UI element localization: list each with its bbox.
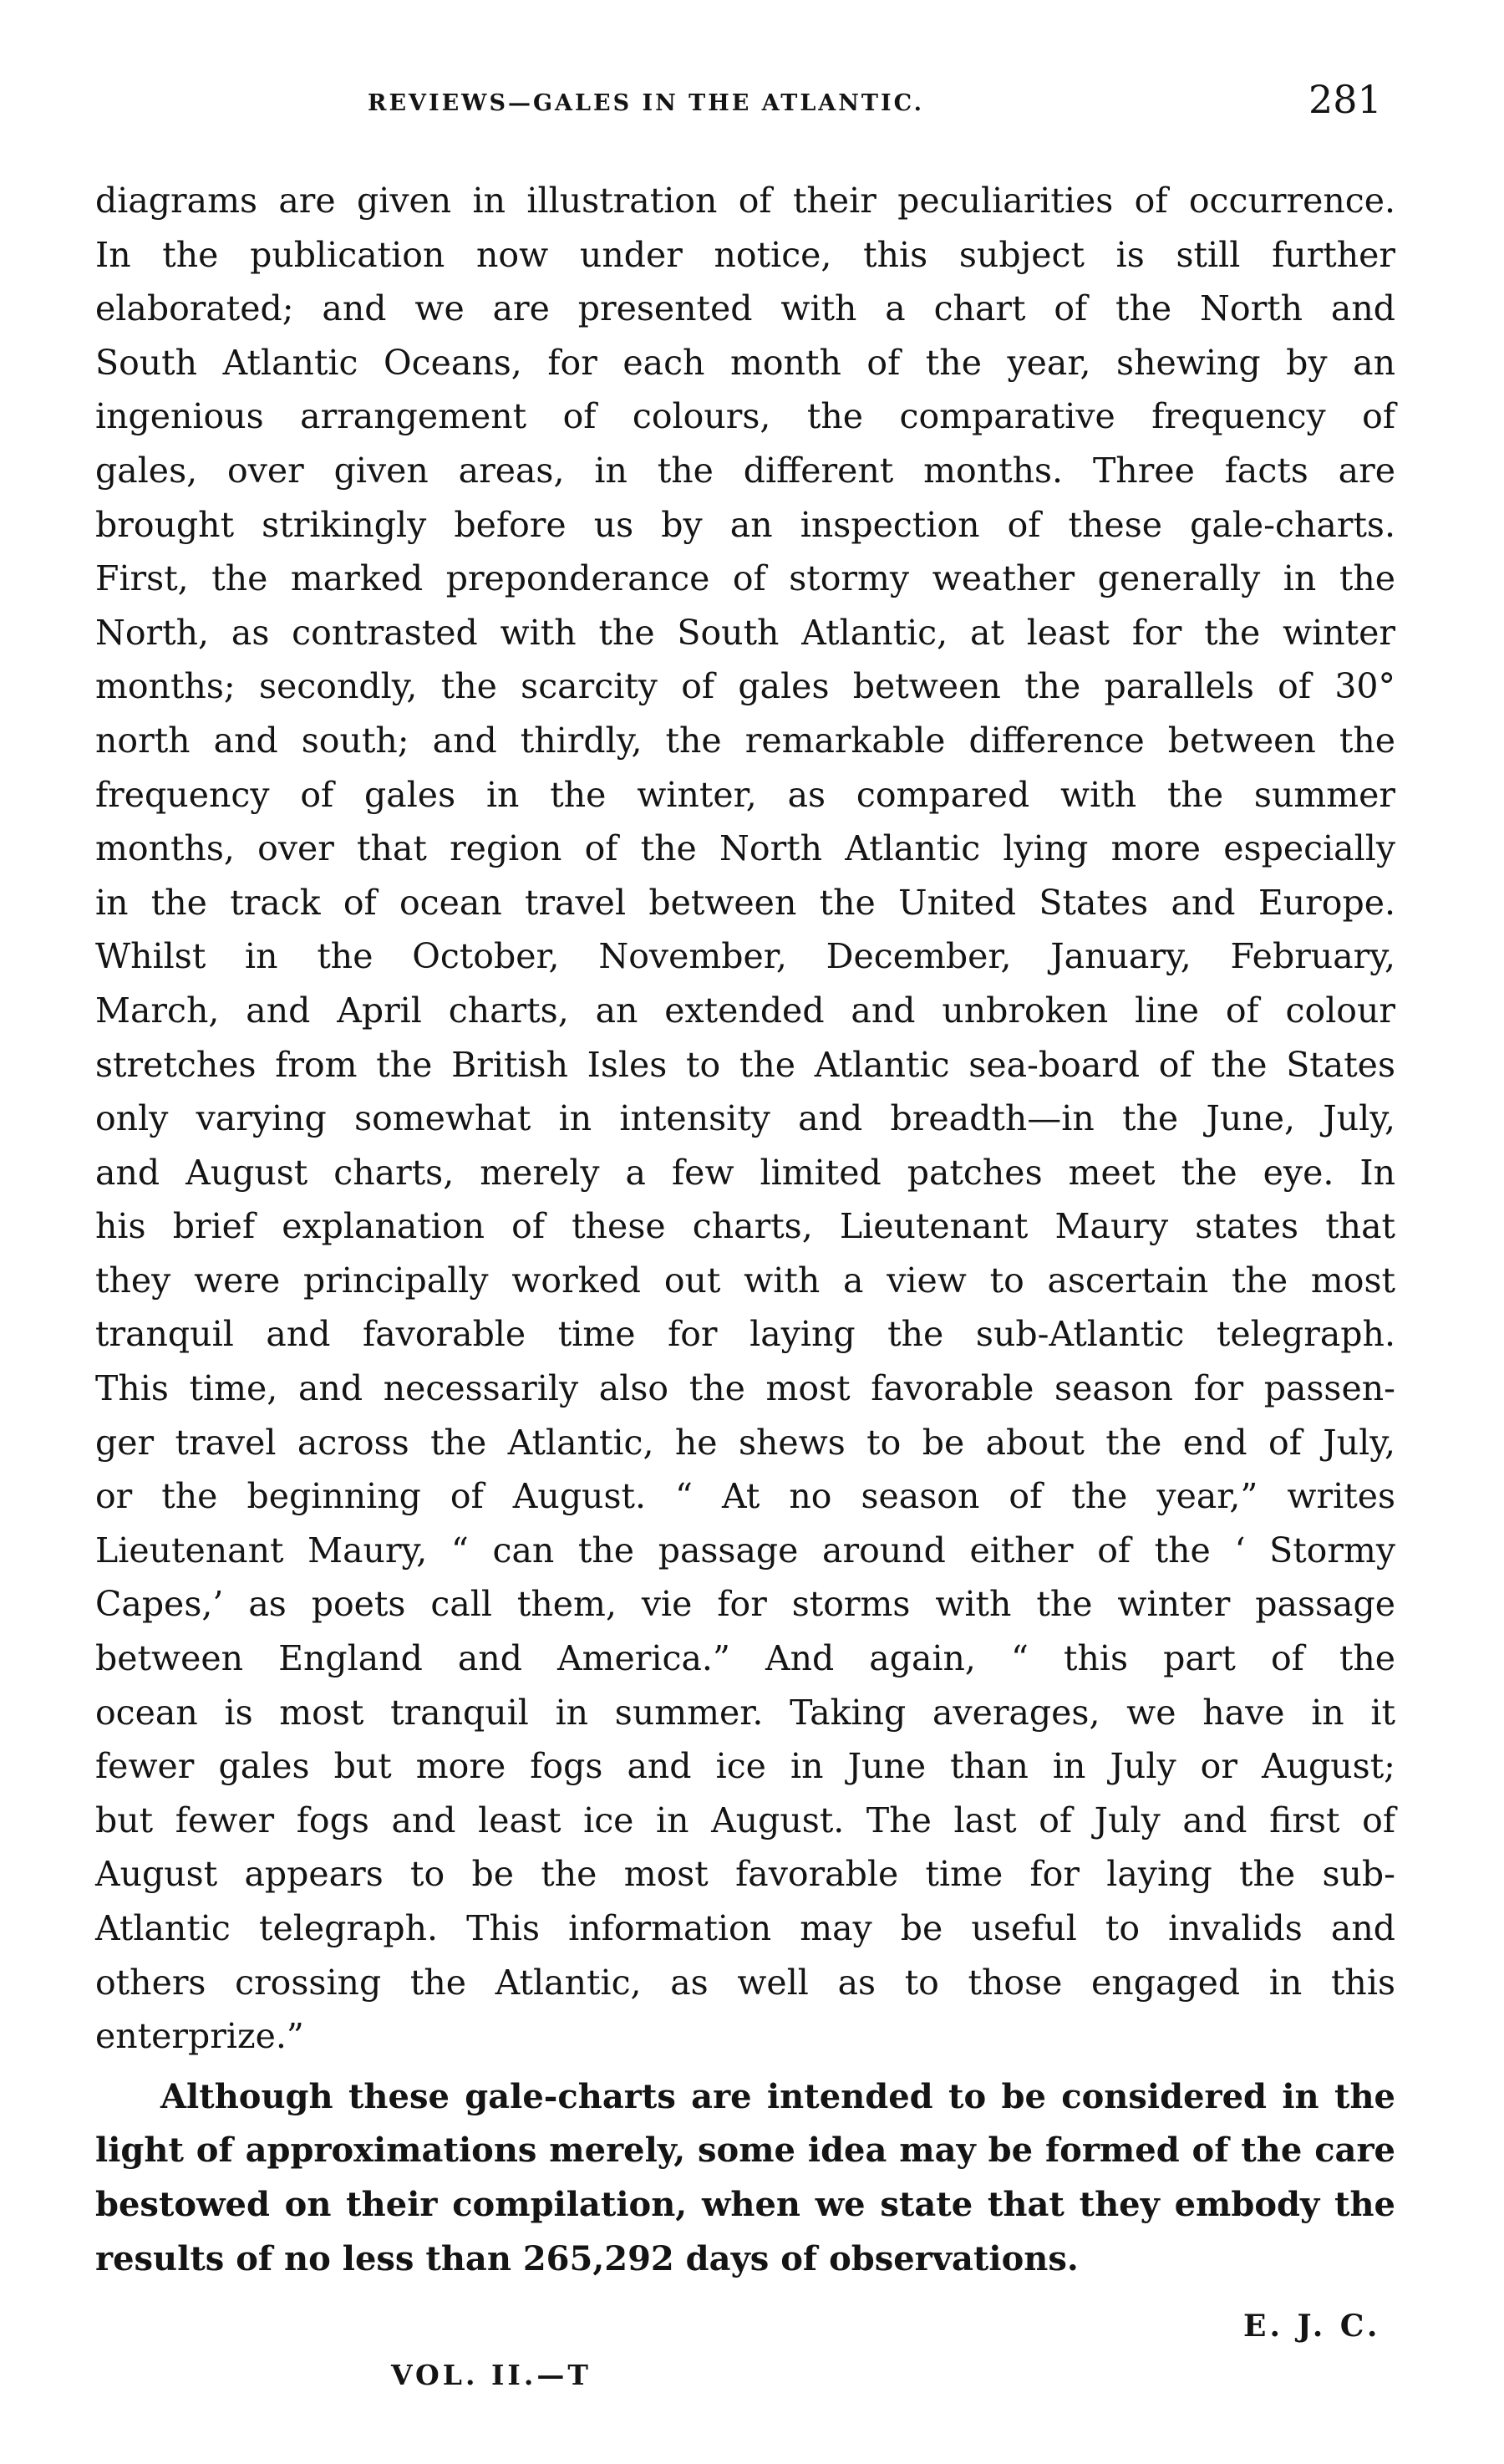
paragraph-1 xyxy=(95,174,1395,2064)
text-line: they were principally worked out with a view to ascertain the most xyxy=(95,1260,1395,1301)
text-line: In the publication now under notice, this subject is still further xyxy=(95,234,1395,275)
text-line: Lieutenant Maury, “ can the passage around either of the ‘ Stormy xyxy=(95,1530,1395,1571)
text-line: ingenious arrangement of colours, the comparative frequency of xyxy=(95,396,1395,437)
text-line: August appears to be the most favorable time for laying the sub- xyxy=(95,1854,1395,1895)
page-header xyxy=(0,77,1504,135)
text-line: gales, over given areas, in the different months. Three facts are xyxy=(95,450,1395,491)
text-line: or the beginning of August. “ At no season of the year,” writes xyxy=(95,1476,1395,1517)
text-line: March, and April charts, an extended and unbroken line of colour xyxy=(95,990,1395,1031)
running-head: REVIEWS—GALES IN THE ATLANTIC. xyxy=(368,90,925,116)
article-body xyxy=(95,174,1395,2286)
paragraph-2 xyxy=(95,2070,1395,2286)
text-line: frequency of gales in the winter, as compared with the summer xyxy=(95,774,1395,815)
author-signature: E. J. C. xyxy=(1243,2309,1381,2344)
text-line: elaborated; and we are presented with a chart of the North and xyxy=(95,288,1395,329)
text-line: stretches from the British Isles to the Atlantic sea-board of the States xyxy=(95,1044,1395,1085)
text-line: This time, and necessarily also the most favorable season for passen- xyxy=(95,1368,1395,1409)
text-line: Capes,’ as poets call them, vie for storms with the winter passage xyxy=(95,1584,1395,1625)
text-line: ger travel across the Atlantic, he shews to be about the end of July, xyxy=(95,1422,1395,1463)
text-line: South Atlantic Oceans, for each month of the year, shewing by an xyxy=(95,342,1395,383)
text-line: others crossing the Atlantic, as well as to those engaged in this xyxy=(95,1962,1395,2003)
text-line: Although these gale-charts are intended to be considered in the xyxy=(160,2076,1395,2116)
text-line: Atlantic telegraph. This information may be useful to invalids and xyxy=(95,1908,1395,1948)
text-line: diagrams are given in illustration of their peculiarities of occurrence. xyxy=(95,181,1395,221)
text-line: results of no less than 265,292 days of observations. xyxy=(95,2238,1079,2278)
text-line: only varying somewhat in intensity and breadth—in the June, July, xyxy=(95,1098,1395,1139)
text-line: between England and America.” And again, “ this part of the xyxy=(95,1638,1395,1679)
text-line: in the track of ocean travel between the United States and Europe. xyxy=(95,882,1395,923)
text-line: months; secondly, the scarcity of gales between the parallels of 30° xyxy=(95,666,1395,707)
text-line: his brief explanation of these charts, Lieutenant Maury states that xyxy=(95,1206,1395,1247)
text-line: bestowed on their compilation, when we state that they embody the xyxy=(95,2184,1395,2224)
text-line: light of approximations merely, some idea may be formed of the care xyxy=(95,2131,1395,2171)
signature-mark: VOL. II.—T xyxy=(391,2359,592,2391)
text-line: tranquil and favorable time for laying the sub-Atlantic telegraph. xyxy=(95,1314,1395,1355)
text-line: ocean is most tranquil in summer. Taking averages, we have in it xyxy=(95,1692,1395,1733)
text-line: fewer gales but more fogs and ice in June than in July or August; xyxy=(95,1746,1395,1787)
page-number: 281 xyxy=(1308,77,1382,122)
text-line: but fewer fogs and least ice in August. The last of July and first of xyxy=(95,1800,1395,1840)
text-line: First, the marked preponderance of stormy weather generally in the xyxy=(95,558,1395,599)
text-line: brought strikingly before us by an inspection of these gale-charts. xyxy=(95,504,1395,545)
text-line: north and south; and thirdly, the remarkable difference between the xyxy=(95,720,1395,761)
text-line: months, over that region of the North Atlantic lying more especially xyxy=(95,828,1395,869)
text-line: Whilst in the October, November, December, January, February, xyxy=(95,936,1395,977)
text-line: North, as contrasted with the South Atlantic, at least for the winter xyxy=(95,612,1395,653)
text-line: and August charts, merely a few limited patches meet the eye. In xyxy=(95,1152,1395,1193)
text-line: enterprize.” xyxy=(95,2016,304,2057)
